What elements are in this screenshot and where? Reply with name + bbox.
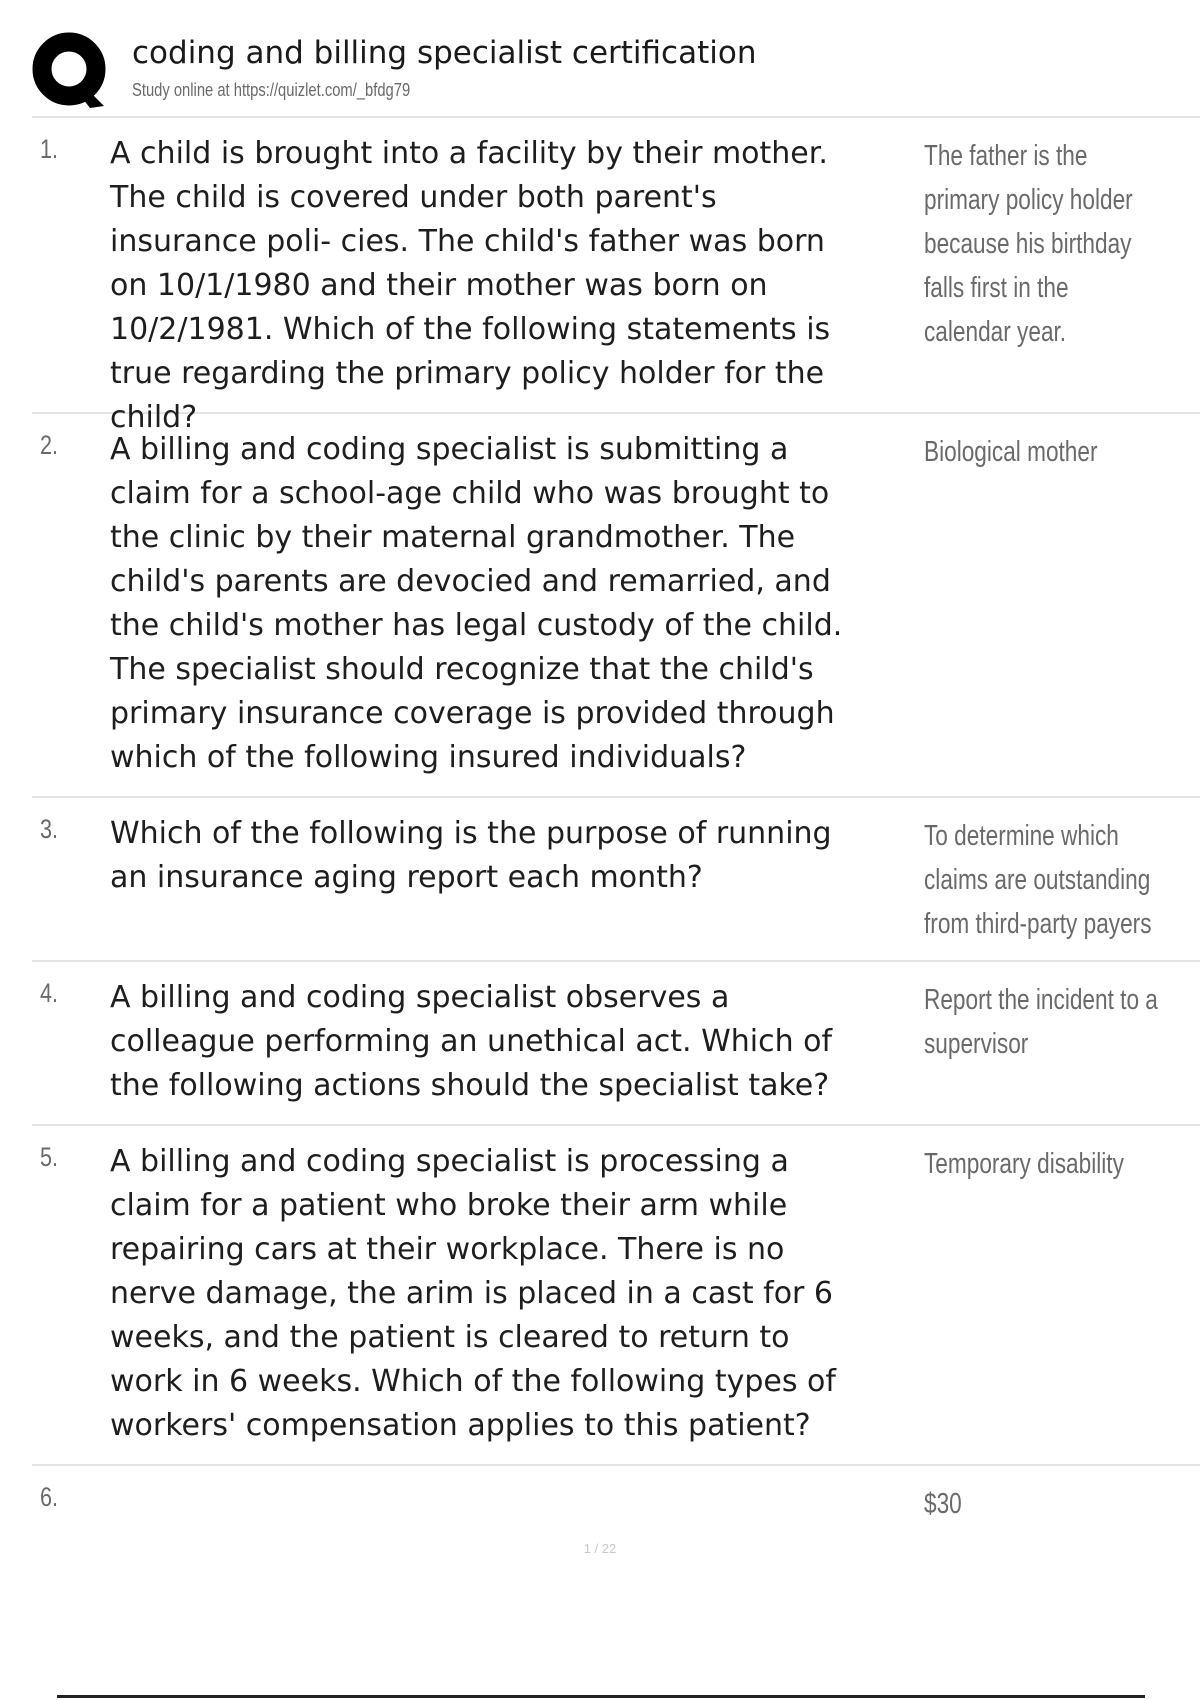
card-question: A billing and coding specialist is processing a claim for a patient who broke their arm while repairing cars at their workplace. There is no nerve damage, the arim is placed in a cast for 6 weeks, and the patient is cleared to return to work in 6 weeks. Which of the following types of workers' compensation applies to this patient? (110, 1144, 836, 1443)
card-question: A billing and coding specialist is submitting a claim for a school-age child who was brought to the clinic by their maternal grandmother. The child's parents are devocied and remarried, and the child's mother has legal custody of the child. The specialist should recognize that the child's primary insurance coverage is provided through which of the following insured individuals? (110, 432, 843, 775)
card-question: A billing and coding specialist observes a colleague performing an unethical act. Which of the following actions should the specialist take? (110, 980, 833, 1103)
flashcard-list (32, 118, 1200, 1538)
flashcard (32, 414, 1200, 798)
card-number: 4. (40, 978, 59, 1008)
study-online-link[interactable]: Study online at https://quizlet.com/_bfdg79 (132, 80, 411, 100)
flashcard (32, 798, 1200, 962)
card-number: 3. (40, 814, 59, 844)
card-number: 1. (40, 134, 59, 164)
card-number: 6. (40, 1482, 59, 1512)
card-answer: $30 (924, 1488, 962, 1520)
flashcard (32, 1466, 1200, 1538)
card-question: A child is brought into a facility by their mother. The child is covered under both parent's insurance poli- cies. The child's father was born on 10/1/1980 and their mother was born on 10/2/1981. Which of the following statements is true regarding the primary policy holder for the child? (110, 136, 831, 435)
card-answer: The father is the primary policy holder because his birthday falls first in the calendar year. (924, 140, 1133, 348)
card-number: 2. (40, 430, 59, 460)
card-answer: To determine which claims are outstanding from third-party payers (924, 820, 1152, 940)
flashcard (32, 1126, 1200, 1466)
page-bottom-rule (57, 1695, 1145, 1698)
card-question: Which of the following is the purpose of running an insurance aging report each month? (110, 816, 832, 895)
card-answer: Biological mother (924, 436, 1098, 468)
document-header (32, 30, 1200, 116)
page-number: 1 / 22 (583, 1541, 617, 1556)
flashcard (32, 118, 1200, 435)
card-answer: Temporary disability (924, 1148, 1124, 1180)
flashcard (32, 962, 1200, 1126)
card-number: 5. (40, 1142, 59, 1172)
quizlet-q-logo-icon (32, 32, 110, 110)
document-title: coding and billing specialist certification (132, 35, 757, 71)
card-answer: Report the incident to a supervisor (924, 984, 1158, 1060)
